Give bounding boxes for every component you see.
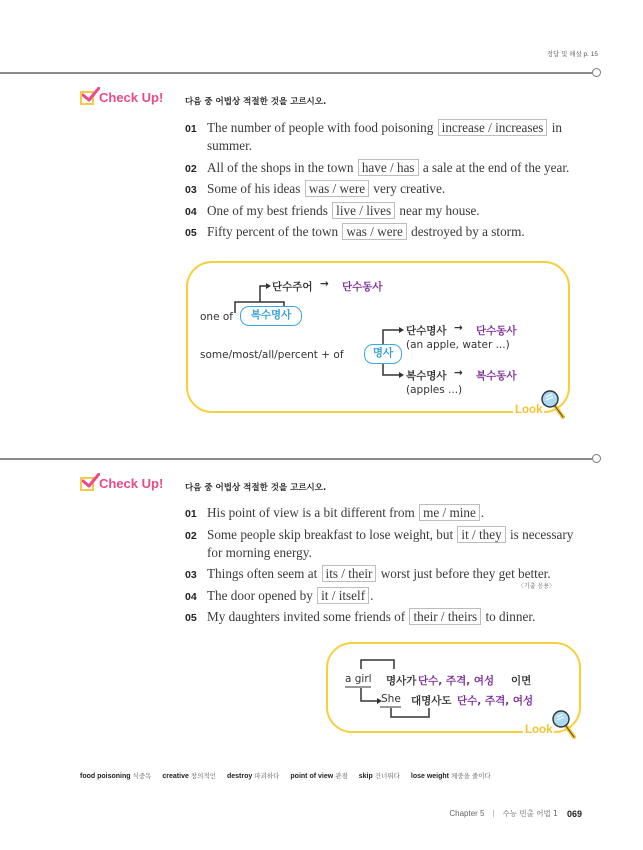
one-of-text: one of	[200, 311, 233, 323]
look-label: Look	[525, 724, 553, 736]
instruction-text: 다음 중 어법상 적절한 것을 고르시오.	[185, 483, 327, 493]
quantifier-of-text: some/most/all/percent + of	[200, 349, 344, 361]
question-number: 03	[185, 184, 197, 196]
answer-choice-box[interactable]: me / mine	[419, 504, 480, 521]
answer-choice-box[interactable]: was / were	[305, 180, 369, 197]
answer-choice-box[interactable]: its / their	[322, 565, 377, 582]
question-text: Things often seem at	[207, 566, 318, 581]
she-text: She	[381, 693, 401, 705]
question-number: 05	[185, 227, 197, 239]
plural-example-text: (apples ...)	[406, 384, 463, 396]
noun-condition-suffix: 이면	[511, 675, 532, 687]
pronoun-condition-highlight: 단수, 주격, 여성	[457, 695, 534, 707]
chapter-subtitle: 수능 빈출 어법 1	[502, 809, 558, 818]
a-girl-text: a girl	[345, 673, 372, 685]
answer-choice-box[interactable]: their / theirs	[409, 608, 481, 625]
check-up-title: Check Up!	[99, 476, 164, 491]
vocab-term: lose weight	[410, 773, 450, 780]
vocab-meaning: 관점	[335, 772, 348, 780]
question-number: 05	[185, 612, 197, 624]
answer-choice-box[interactable]: was / were	[342, 223, 406, 240]
question-text: His point of view is a bit different from	[207, 505, 415, 520]
vocab-term: creative	[162, 773, 189, 780]
singular-verb-label: 단수동사	[476, 325, 517, 337]
answer-choice-box[interactable]: increase / increases	[438, 119, 548, 136]
vocab-term: destroy	[226, 773, 253, 780]
singular-noun-label: 단수명사	[406, 325, 447, 337]
plural-verb-label: 복수동사	[476, 370, 517, 382]
arrow-glyph: →	[454, 367, 463, 379]
check-up-title: Check Up!	[99, 90, 164, 105]
instruction-text: 다음 중 어법상 적절한 것을 고르시오.	[185, 97, 327, 107]
question-number: 01	[185, 508, 197, 520]
arrow-glyph: →	[454, 322, 463, 334]
question-text: My daughters invited some friends of	[207, 609, 406, 624]
question-number: 02	[185, 529, 197, 542]
answer-choice-box[interactable]: it / itself	[317, 587, 369, 604]
question-number: 04	[185, 205, 197, 218]
question-text: destroyed by a storm.	[411, 224, 525, 239]
answer-page-reference: 정답 및 해설 p. 15	[546, 51, 598, 58]
vocab-item	[162, 771, 216, 780]
source-note: 〈기출 응용〉	[517, 583, 555, 590]
singular-subject-label: 단수주어	[272, 281, 313, 293]
vocab-meaning: 창의적인	[190, 772, 216, 780]
answer-choice-box[interactable]: it / they	[457, 526, 505, 543]
noun-condition-prefix: 명사가	[386, 675, 417, 687]
question-number: 01	[185, 123, 197, 135]
chapter-label: Chapter 5	[449, 809, 485, 818]
plural-noun-pill: 복수명사	[240, 306, 302, 326]
look-label: Look	[515, 404, 543, 416]
question-text: very creative.	[373, 181, 446, 196]
question-number: 02	[185, 162, 197, 175]
vocab-item	[359, 771, 400, 780]
arrow-glyph: →	[320, 278, 329, 290]
question-text: near my house.	[399, 202, 480, 218]
vocab-term: point of view	[290, 773, 334, 780]
vocab-item	[80, 771, 151, 780]
question-text: Some of his ideas	[207, 181, 301, 196]
answer-choice-box[interactable]: live / lives	[332, 202, 395, 219]
plural-noun-label: 복수명사	[406, 370, 447, 382]
noun-pill: 명사	[364, 344, 402, 364]
question-text: .	[480, 505, 485, 520]
question-text: in summer.	[207, 120, 562, 153]
question-text: to dinner.	[485, 609, 536, 624]
vocab-meaning: 식중독	[132, 772, 152, 780]
question-text: is necessary for morning energy.	[207, 526, 574, 560]
vocab-item	[411, 771, 491, 780]
footer-separator: |	[492, 809, 495, 818]
page-footer	[449, 808, 582, 819]
singular-example-text: (an apple, water ...)	[406, 339, 510, 351]
vocab-term: skip	[358, 773, 373, 780]
vocab-item	[290, 771, 347, 780]
question-text: All of the shops in the town	[207, 159, 354, 175]
noun-condition-highlight: 단수, 주격, 여성	[418, 675, 495, 687]
question-text: Some people skip breakfast to lose weight, but	[207, 526, 454, 542]
vocabulary-list	[80, 771, 491, 780]
question-number: 03	[185, 569, 197, 581]
vocab-meaning: 파괴하다	[254, 772, 280, 780]
answer-choice-box[interactable]: have / has	[358, 159, 419, 176]
singular-verb-label: 단수동사	[342, 281, 383, 293]
question-text: One of my best friends	[207, 202, 328, 218]
vocab-meaning: 건너뛰다	[374, 772, 400, 780]
question-text: The door opened by	[207, 587, 313, 603]
vocab-item	[227, 771, 279, 780]
vocab-meaning: 체중을 줄이다	[451, 772, 491, 780]
vocab-term: food poisoning	[80, 773, 131, 780]
page-number: 069	[566, 808, 582, 819]
question-text: worst just before they get better.	[380, 566, 551, 581]
question-text: The number of people with food poisoning	[207, 120, 434, 135]
question-number: 04	[185, 590, 197, 603]
question-text: .	[370, 587, 374, 603]
question-text: Fifty percent of the town	[207, 224, 339, 239]
question-text: a sale at the end of the year.	[422, 159, 570, 175]
pronoun-condition-prefix: 대명사도	[411, 695, 452, 707]
